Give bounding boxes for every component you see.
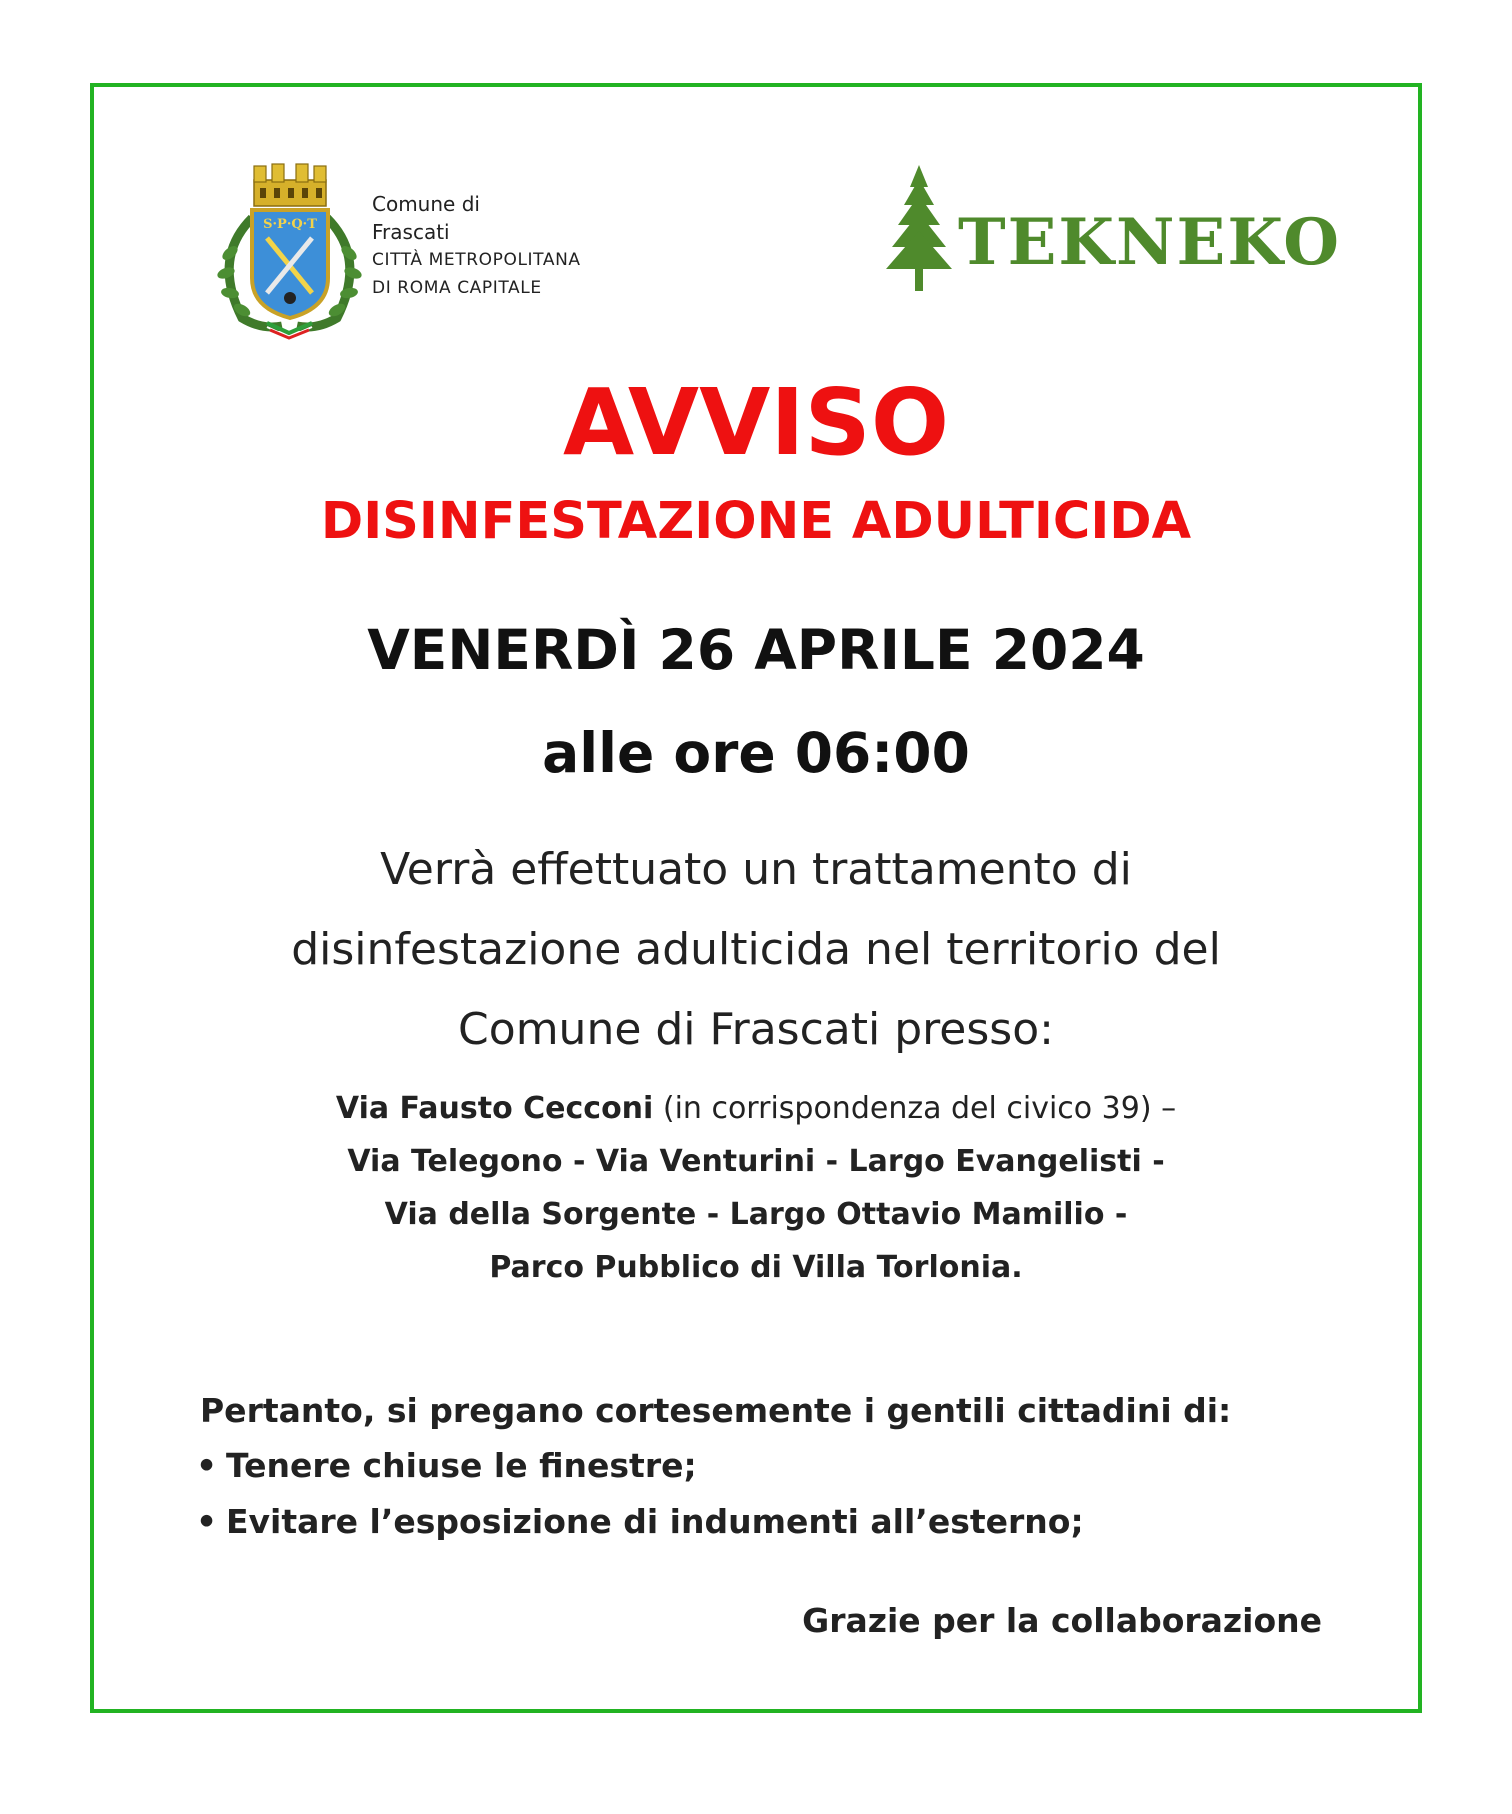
comune-header: [372, 190, 581, 302]
request-item: • Evitare l’esposizione di indumenti all’esterno;: [196, 1494, 1084, 1550]
body-line: disinfestazione adulticida nel territorio del: [291, 924, 1221, 975]
street-names: Via della Sorgente - Largo Ottavio Mamilio -: [384, 1197, 1128, 1232]
body-line: Verrà effettuato un trattamento di: [380, 844, 1132, 895]
street-note: (in corrispondenza del civico 39) –: [653, 1091, 1177, 1126]
notice-body: [150, 830, 1362, 1070]
request-intro: Pertanto, si pregano cortesemente i gentili cittadini di:: [200, 1391, 1232, 1430]
pine-tree-icon: [886, 165, 952, 291]
comune-line3: CITTÀ METROPOLITANA: [372, 250, 581, 270]
svg-text:TEKNEKO: TEKNEKO: [958, 205, 1341, 280]
street-line: [150, 1241, 1362, 1294]
svg-text:S·P·Q·T: S·P·Q·T: [263, 217, 317, 232]
street-line: [150, 1082, 1362, 1135]
body-line: Comune di Frascati presso:: [458, 1004, 1054, 1055]
request-list: [196, 1438, 1084, 1550]
notice-time: alle ore 06:00: [542, 721, 970, 785]
notice-date: VENERDÌ 26 APRILE 2024: [367, 618, 1145, 682]
request-item: • Tenere chiuse le finestre;: [196, 1438, 1084, 1494]
comune-line4: DI ROMA CAPITALE: [372, 278, 542, 298]
notice-title: AVVISO: [562, 369, 950, 476]
street-list: [150, 1082, 1362, 1294]
thanks-note: Grazie per la collaborazione: [802, 1601, 1322, 1640]
tekneko-logo: [958, 198, 1341, 280]
street-name: Via Fausto Cecconi: [335, 1091, 654, 1126]
notice-subtitle: DISINFESTAZIONE ADULTICIDA: [320, 492, 1192, 551]
street-names: Parco Pubblico di Villa Torlonia.: [489, 1250, 1023, 1285]
street-names: Via Telegono - Via Venturini - Largo Evangelisti -: [347, 1144, 1165, 1179]
street-line: [150, 1135, 1362, 1188]
frascati-coat-of-arms-icon: [212, 158, 367, 338]
street-line: [150, 1188, 1362, 1241]
comune-line1: Comune di: [372, 192, 480, 216]
comune-line2: Frascati: [372, 220, 450, 244]
